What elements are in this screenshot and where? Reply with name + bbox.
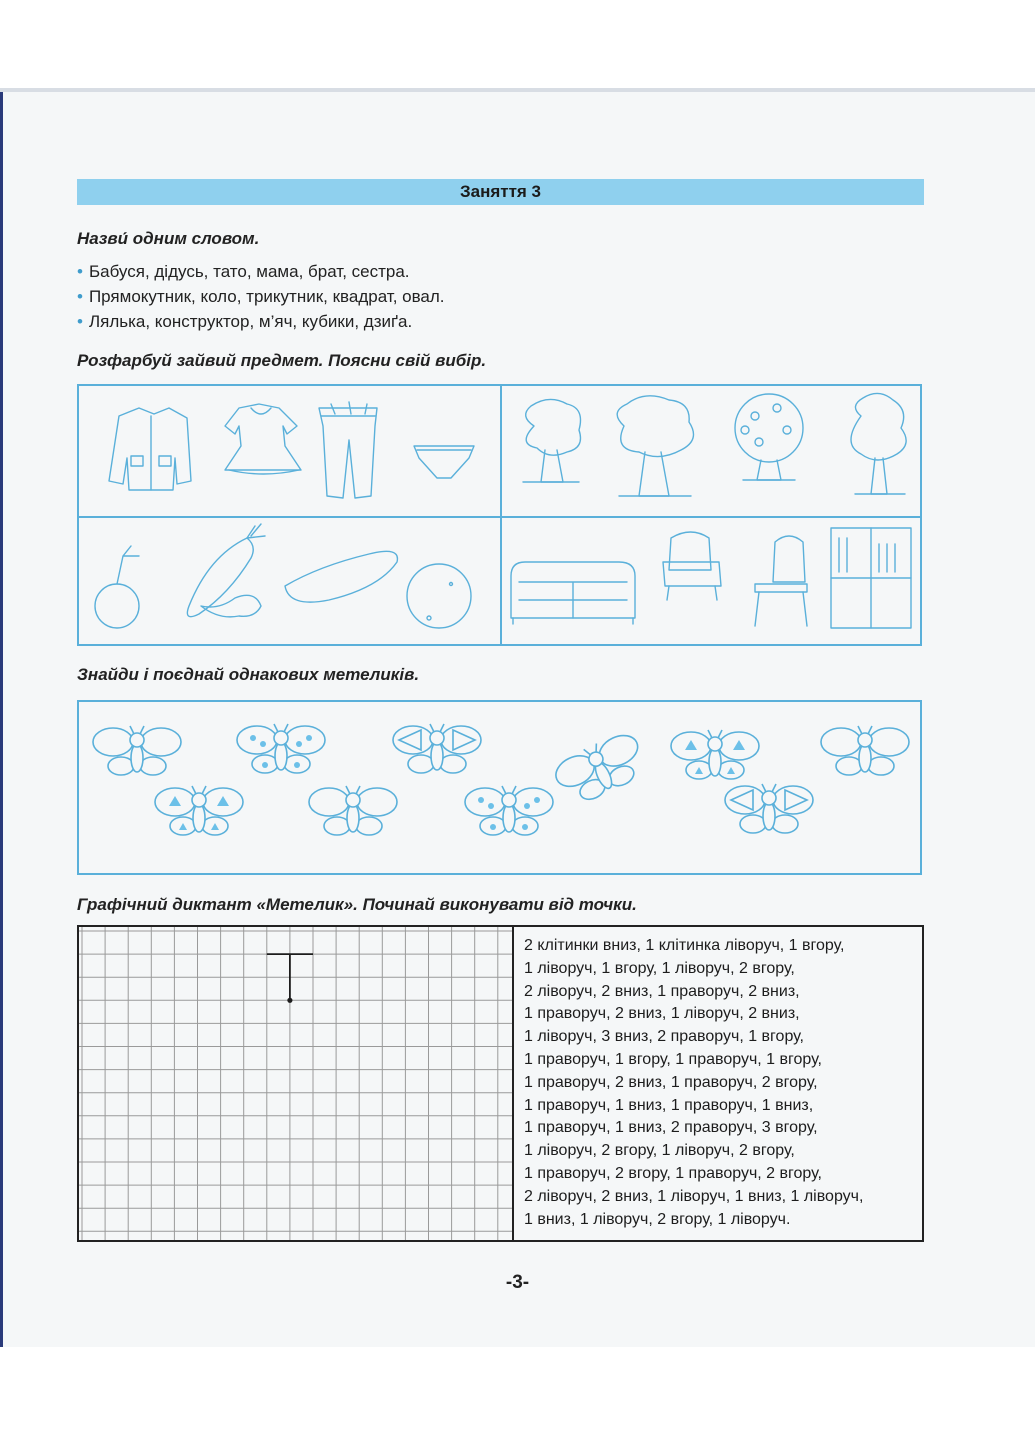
butterfly-big-triangles[interactable] <box>725 784 813 833</box>
chair-picture[interactable] <box>755 536 807 626</box>
instruction-line: 1 праворуч, 2 вниз, 1 ліворуч, 2 вниз, <box>524 1005 800 1023</box>
butterfly-triangles[interactable] <box>155 786 243 835</box>
underpants-picture[interactable] <box>414 446 474 478</box>
butterfly-dots[interactable] <box>237 724 325 773</box>
trousers-picture[interactable] <box>319 402 377 498</box>
instruction-line: 2 клітинки вниз, 1 клітинка ліворуч, 1 вгору, <box>524 937 845 954</box>
page-number: -3- <box>505 1272 530 1293</box>
coloring-picture-grid <box>77 384 922 646</box>
butterflies <box>79 702 920 873</box>
butterfly-ovals[interactable] <box>93 726 181 775</box>
butterfly-tilted[interactable] <box>550 728 650 810</box>
squared-grid[interactable] <box>79 927 514 1240</box>
butterfly-dots[interactable] <box>465 786 553 835</box>
armchair-picture[interactable] <box>663 532 721 600</box>
instruction-line: 1 вниз, 1 ліворуч, 2 вгору, 1 ліворуч. <box>524 1210 791 1228</box>
instruction-line: 2 ліворуч, 2 вниз, 1 ліворуч, 1 вниз, 1 ліворуч, <box>524 1187 864 1205</box>
instruction-line: 1 праворуч, 2 вниз, 1 праворуч, 2 вгору, <box>524 1073 818 1091</box>
cucumber-picture[interactable] <box>285 551 397 602</box>
butterfly-big-triangles[interactable] <box>393 724 481 773</box>
instruction-line: 2 ліворуч, 2 вниз, 1 праворуч, 2 вниз, <box>524 982 800 1000</box>
instruction-line: 1 праворуч, 1 вгору, 1 праворуч, 1 вгору, <box>524 1050 822 1068</box>
instruction-line: 1 ліворуч, 1 вгору, 1 ліворуч, 2 вгору, <box>524 959 795 977</box>
butterfly-ovals[interactable] <box>309 786 397 835</box>
list-item: • Лялька, конструктор, м’яч, кубики, дзиґа. <box>77 312 413 331</box>
instruction-line: 1 праворуч, 1 вниз, 1 праворуч, 1 вниз, <box>524 1096 814 1114</box>
graphic-dictation-box <box>77 925 924 1242</box>
carrot-picture[interactable] <box>187 524 265 617</box>
instruction-line: 1 ліворуч, 3 вниз, 2 праворуч, 1 вгору, <box>524 1028 804 1046</box>
task3-heading: Знайди і поєднай однакових метеликів. <box>77 665 420 684</box>
sofa-picture[interactable] <box>511 562 635 624</box>
instruction-line: 1 праворуч, 1 вниз, 2 праворуч, 3 вгору, <box>524 1119 818 1137</box>
grid-lines <box>79 927 512 1240</box>
orange-picture[interactable] <box>407 564 471 628</box>
tree-picture[interactable] <box>617 396 693 496</box>
coat-picture[interactable] <box>109 408 191 490</box>
dress-picture[interactable] <box>225 404 301 474</box>
instruction-line: 1 праворуч, 2 вгору, 1 праворуч, 2 вгору, <box>524 1164 822 1182</box>
coloring-pictures <box>79 386 920 644</box>
butterfly-ovals[interactable] <box>821 726 909 775</box>
list-item: • Прямокутник, коло, трикутник, квадрат, овал. <box>77 287 445 306</box>
list-item: • Бабуся, дідусь, тато, мама, брат, сестра. <box>77 262 410 281</box>
start-point-dot <box>287 998 292 1003</box>
tree-picture[interactable] <box>523 399 581 482</box>
butterfly-matching-box <box>77 700 922 875</box>
butterfly-triangles[interactable] <box>671 730 759 779</box>
onion-picture[interactable] <box>95 546 139 628</box>
task4-heading: Графічний диктант «Метелик». Починай виконувати від точки. <box>77 895 637 914</box>
apple-tree-picture[interactable] <box>735 394 803 480</box>
task2-heading: Розфарбуй зайвий предмет. Поясни свій вибір. <box>77 351 487 370</box>
task1-heading: Назви́ одним словом. <box>77 229 260 248</box>
lesson-title-banner: Заняття 3 <box>77 179 924 205</box>
tree-picture[interactable] <box>851 393 906 494</box>
dictation-instructions <box>524 935 863 1231</box>
bookcase-picture[interactable] <box>831 528 911 628</box>
instruction-line: 1 ліворуч, 2 вгору, 1 ліворуч, 2 вгору, <box>524 1142 795 1160</box>
task1-list <box>77 259 445 334</box>
